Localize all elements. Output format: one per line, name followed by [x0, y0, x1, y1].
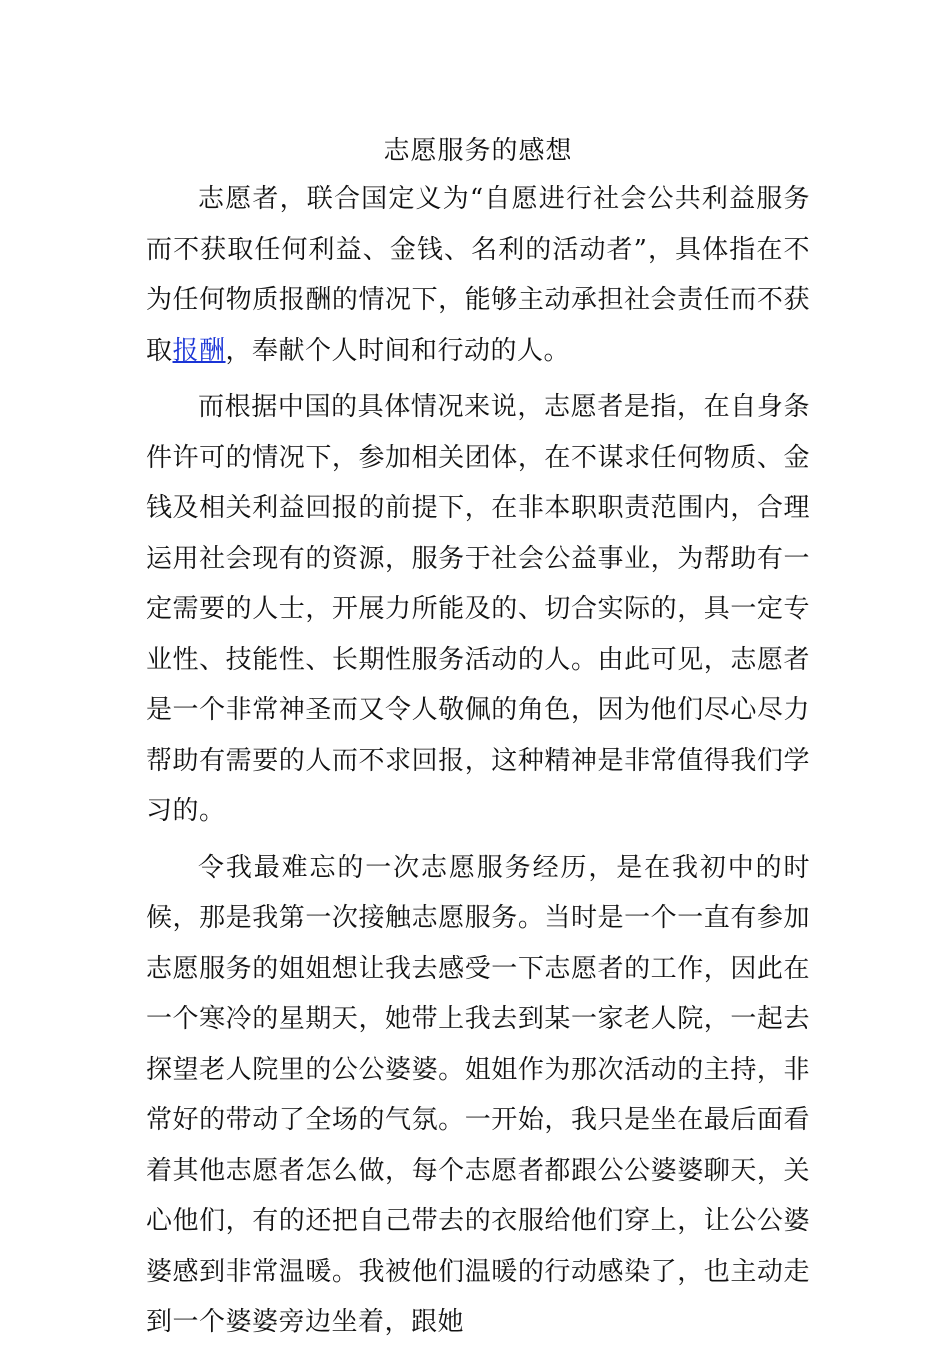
- document-body: [146, 128, 810, 1354]
- paragraph-1-text-after-link: ，奉献个人时间和行动的人。: [225, 335, 571, 366]
- paragraph-1-text-before-link: 志愿者，联合国定义为“自愿进行社会公共利益服务而不获取任何利益、金钱、名利的活动者”，具体指在不为任何物质报酬的情况下，能够主动承担社会责任而不获取: [146, 184, 810, 366]
- paragraph-3: 令我最难忘的一次志愿服务经历，是在我初中的时候，那是我第一次接触志愿服务。当时是一个一直有参加志愿服务的姐姐想让我去感受一下志愿者的工作，因此在一个寒冷的星期天，她带上我去到某一家老人院，一起去探望老人院里的公公婆婆。姐姐作为那次活动的主持，非常好的带动了全场的气氛。一开始，我只是坐在最后面看着其他志愿者怎么做，每个志愿者都跟公公婆婆聊天，关心他们，有的还把自己带去的衣服给他们穿上，让公公婆婆感到非常温暖。我被他们温暖的行动感染了，也主动走到一个婆婆旁边坐着，跟她: [146, 852, 810, 1337]
- paragraph-2: 而根据中国的具体情况来说，志愿者是指，在自身条件许可的情况下，参加相关团体，在不谋求任何物质、金钱及相关利益回报的前提下，在非本职职责范围内，合理运用社会现有的资源，服务于社会公益事业，为帮助有一定需要的人士，开展力所能及的、切合实际的，具一定专业性、技能性、长期性服务活动的人。由此可见，志愿者是一个非常神圣而又令人敬佩的角色，因为他们尽心尽力帮助有需要的人而不求回报，这种精神是非常值得我们学习的。: [146, 392, 810, 826]
- document-title: 志愿服务的感想: [383, 136, 573, 166]
- paragraph-1: [146, 174, 810, 376]
- reward-link[interactable]: 报酬: [172, 335, 226, 366]
